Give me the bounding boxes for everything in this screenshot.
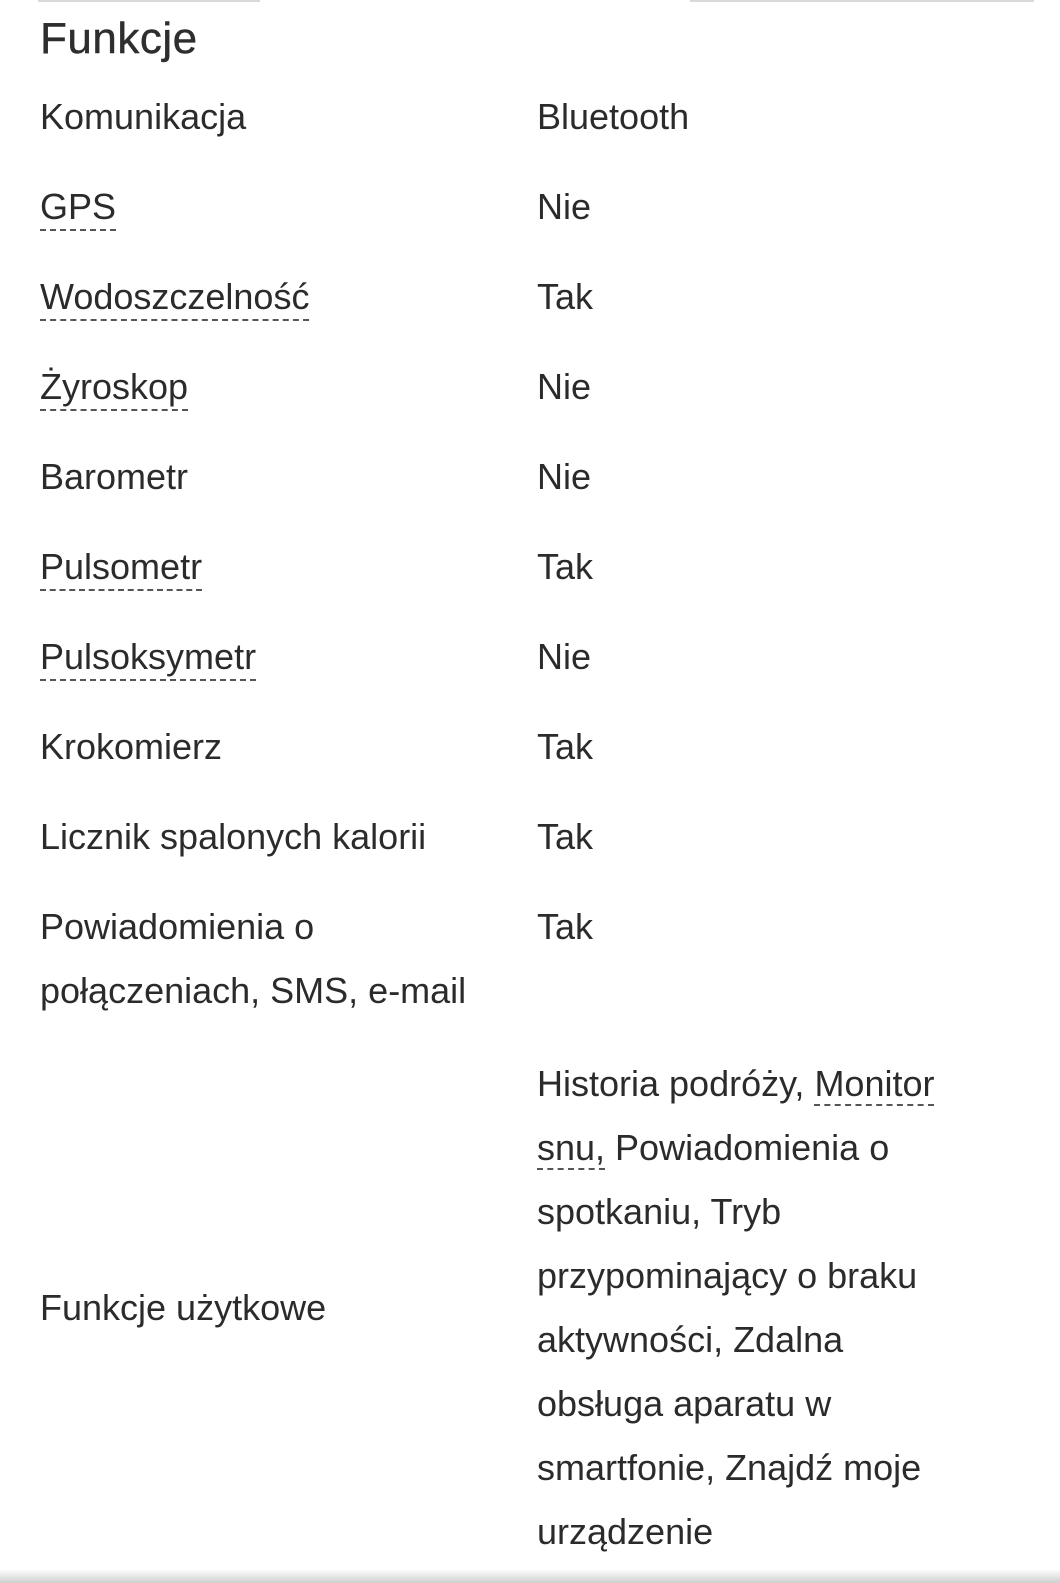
spec-value-text: Tak bbox=[537, 816, 594, 857]
spec-term-waterproof[interactable]: Wodoszczelność bbox=[40, 276, 309, 321]
spec-row-gyroscope bbox=[40, 342, 1030, 432]
top-divider-left bbox=[38, 0, 260, 2]
spec-row-calories bbox=[40, 792, 1030, 882]
spec-value-text: Nie bbox=[537, 366, 592, 407]
spec-row-waterproof bbox=[40, 252, 1030, 342]
spec-label-text: Krokomierz bbox=[40, 726, 223, 767]
spec-row-utility-functions bbox=[40, 1052, 1030, 1564]
spec-value-text: Tak bbox=[537, 276, 594, 317]
spec-value-text: Powiadomienia o spotkaniu, Tryb przypominający o braku aktywności, Zdalna obsługa aparatu w smartfonie, Znajdź moje urządzenie bbox=[537, 1127, 922, 1552]
spec-label bbox=[40, 432, 537, 509]
spec-label bbox=[40, 612, 537, 689]
spec-label bbox=[40, 522, 537, 599]
spec-label bbox=[40, 162, 537, 239]
spec-value-text: Tak bbox=[537, 546, 594, 587]
spec-label bbox=[40, 342, 537, 419]
spec-label-text: Powiadomienia o połączeniach, SMS, e-mail bbox=[40, 906, 467, 1011]
spec-value bbox=[537, 432, 997, 509]
spec-value bbox=[537, 702, 997, 779]
spec-label-text: Funkcje użytkowe bbox=[40, 1287, 327, 1328]
spec-label-text: Komunikacja bbox=[40, 96, 247, 137]
spec-label bbox=[40, 882, 510, 1023]
spec-value bbox=[537, 72, 997, 149]
spec-value-text: Nie bbox=[537, 186, 592, 227]
spec-row-notifications bbox=[40, 882, 1030, 1032]
spec-value bbox=[537, 522, 997, 599]
spec-label bbox=[40, 252, 537, 329]
spec-label-text: Licznik spalonych kalorii bbox=[40, 816, 427, 857]
top-divider-right bbox=[690, 0, 1034, 2]
spec-value-text: Tak bbox=[537, 906, 594, 947]
spec-value bbox=[537, 612, 997, 689]
spec-row-pulse-oximeter bbox=[40, 612, 1030, 702]
spec-term-sleep-monitor[interactable]: Monitor snu, bbox=[537, 1063, 935, 1168]
spec-label bbox=[40, 702, 537, 779]
spec-row-heart-rate bbox=[40, 522, 1030, 612]
spec-row-communication bbox=[40, 72, 1030, 162]
spec-label-text: Barometr bbox=[40, 456, 189, 497]
spec-value-text: Bluetooth bbox=[537, 96, 690, 137]
spec-row-barometer bbox=[40, 432, 1030, 522]
spec-value bbox=[537, 1052, 977, 1564]
spec-value-text: Nie bbox=[537, 456, 592, 497]
spec-value-text: Historia podróży, bbox=[537, 1063, 815, 1104]
spec-label bbox=[40, 1276, 537, 1340]
spec-label bbox=[40, 792, 537, 869]
spec-row-pedometer bbox=[40, 702, 1030, 792]
spec-row-gps bbox=[40, 162, 1030, 252]
spec-value bbox=[537, 882, 997, 959]
spec-value bbox=[537, 342, 997, 419]
spec-label bbox=[40, 72, 537, 149]
spec-value bbox=[537, 792, 997, 869]
bottom-edge-shadow bbox=[0, 1569, 1060, 1583]
spec-term-gps[interactable]: GPS bbox=[40, 186, 116, 231]
spec-term-pulse-oximeter[interactable]: Pulsoksymetr bbox=[40, 636, 256, 681]
spec-term-gyroscope[interactable]: Żyroskop bbox=[40, 366, 188, 411]
spec-value bbox=[537, 252, 997, 329]
spec-value bbox=[537, 162, 997, 239]
specs-table bbox=[40, 72, 1030, 1564]
spec-value-text: Nie bbox=[537, 636, 592, 677]
spec-term-heart-rate[interactable]: Pulsometr bbox=[40, 546, 202, 591]
section-title: Funkcje bbox=[40, 14, 198, 63]
spec-value-text: Tak bbox=[537, 726, 594, 767]
